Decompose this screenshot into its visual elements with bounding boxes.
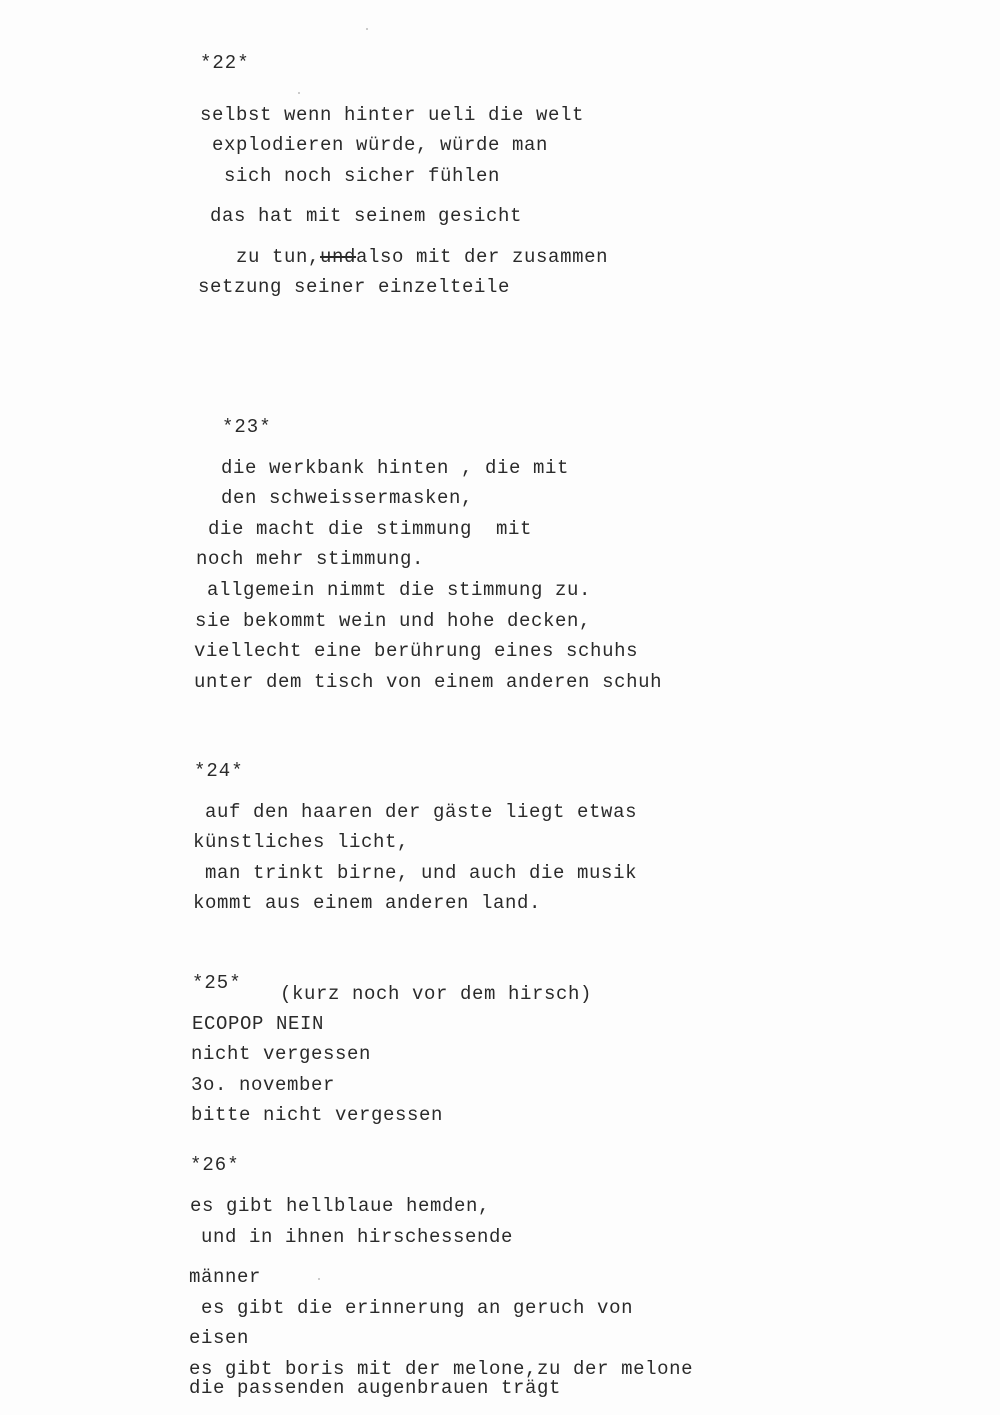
poem-line: sich noch sicher fühlen (224, 165, 501, 187)
poem-line: und in ihnen hirschessende (201, 1226, 514, 1248)
poem-line: viellecht eine berührung eines schuhs (194, 640, 639, 662)
poem-line: die passenden augenbrauen trägt (189, 1377, 562, 1399)
poem-line: es gibt die erinnerung an geruch von (201, 1297, 634, 1319)
paper-speck (298, 92, 300, 94)
poem-text: zu tun, (236, 246, 321, 268)
poem-line: selbst wenn hinter ueli die welt (200, 104, 585, 126)
poem-line: die macht die stimmung mit (208, 518, 533, 540)
poem-line: ECOPOP NEIN (192, 1013, 325, 1035)
poem-line: man trinkt birne, und auch die musik (205, 862, 638, 884)
poem-line-with-correction (236, 246, 608, 268)
poem-line: unter dem tisch von einem anderen schuh (194, 671, 663, 693)
section-heading-23: *23* (222, 416, 272, 438)
poem-line: auf den haaren der gäste liegt etwas (205, 801, 638, 823)
paper-speck (318, 1278, 320, 1280)
poem-line: setzung seiner einzelteile (198, 276, 511, 298)
poem-line: allgemein nimmt die stimmung zu. (207, 579, 592, 601)
poem-line: noch mehr stimmung. (196, 548, 425, 570)
poem-text: also mit der zusammen (356, 246, 609, 268)
poem-line: künstliches licht, (193, 831, 410, 853)
section-heading-26: *26* (190, 1154, 240, 1176)
poem-line: kommt aus einem anderen land. (193, 892, 542, 914)
poem-line: es gibt hellblaue hemden, (190, 1195, 491, 1217)
paper-speck (366, 28, 368, 30)
section-heading-25: *25* (192, 972, 242, 994)
poem-line: die werkbank hinten , die mit (221, 457, 570, 479)
poem-line: das hat mit seinem gesicht (210, 205, 523, 227)
poem-line: 3o. november (191, 1074, 336, 1096)
poem-line: den schweissermasken, (221, 487, 474, 509)
section-heading-22: *22* (200, 52, 250, 74)
poem-line: nicht vergessen (191, 1043, 372, 1065)
poem-line: explodieren würde, würde man (212, 134, 549, 156)
struck-word: und (320, 246, 357, 268)
section-heading-24: *24* (194, 760, 244, 782)
poem-line: sie bekommt wein und hohe decken, (195, 610, 592, 632)
poem-line: bitte nicht vergessen (191, 1104, 444, 1126)
section-note: (kurz noch vor dem hirsch) (280, 983, 593, 1005)
poem-line: es gibt boris mit der melone,zu der melone (189, 1358, 694, 1380)
poem-line: männer (189, 1266, 262, 1288)
poem-line: eisen (189, 1327, 250, 1349)
